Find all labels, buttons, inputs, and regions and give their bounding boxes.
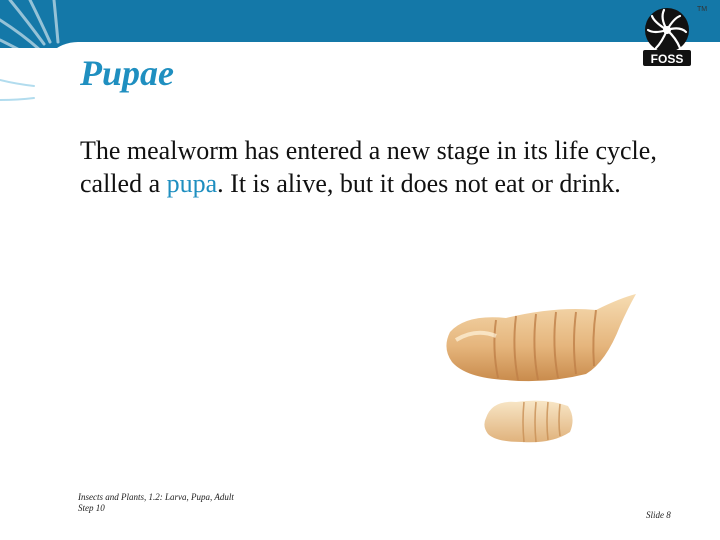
body-text-part: The mealworm has entered a new stage in its life cycle, called a — [80, 136, 657, 198]
footer-course: Insects and Plants, 1.2: Larva, Pupa, Adult — [78, 492, 234, 502]
small-pupa — [484, 401, 572, 443]
footer-course-info — [78, 492, 234, 514]
large-pupa — [446, 294, 636, 381]
slide-number: Slide 8 — [646, 510, 671, 520]
slide-body-text — [80, 134, 680, 200]
trademark-mark: TM — [697, 6, 708, 13]
foss-sunburst-logo — [640, 6, 694, 70]
slide-panel — [38, 42, 720, 540]
highlighted-term: pupa — [166, 169, 218, 198]
logo-wordmark: FOSS — [650, 52, 684, 66]
slide-title: Pupae — [80, 53, 174, 93]
footer-step: Step 10 — [78, 503, 105, 513]
pupa-photo — [436, 292, 650, 464]
body-text-part: . It is alive, but it does not eat or drink. — [217, 169, 621, 198]
